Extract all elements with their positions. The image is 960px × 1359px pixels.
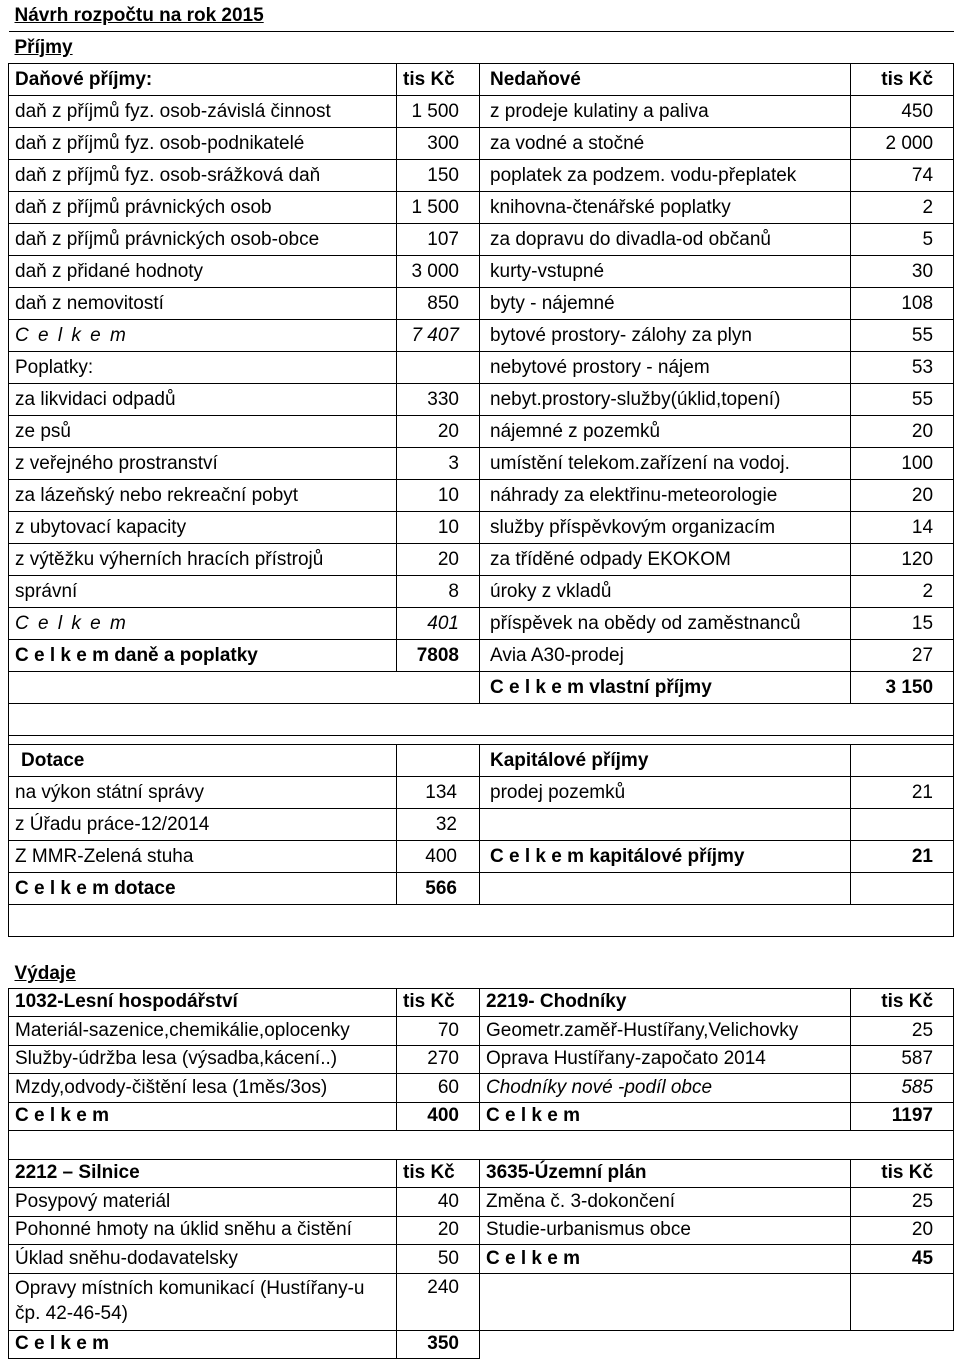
item-label: ze psů <box>9 416 397 448</box>
item-value: 270 <box>397 1045 480 1074</box>
item-value: 1 500 <box>397 192 480 224</box>
empty-cell <box>397 745 480 777</box>
table-row <box>9 416 954 448</box>
item-label: z veřejného prostranství <box>9 448 397 480</box>
item-value: 20 <box>851 480 954 512</box>
item-value <box>851 1273 954 1330</box>
table-row <box>9 777 954 809</box>
item-label: nájemné z pozemků <box>480 416 851 448</box>
item-value <box>851 809 954 841</box>
item-label: daň z příjmů právnických osob <box>9 192 397 224</box>
item-value: 60 <box>397 1074 480 1103</box>
item-value: 74 <box>851 160 954 192</box>
item-label: z výtěžku výherních hracích přístrojů <box>9 544 397 576</box>
table-row <box>9 224 954 256</box>
item-label: bytové prostory- zálohy za plyn <box>480 320 851 352</box>
table-row <box>9 809 954 841</box>
item-label: kurty-vstupné <box>480 256 851 288</box>
item-value: 330 <box>397 384 480 416</box>
item-label: na výkon státní správy <box>9 777 397 809</box>
item-label <box>480 873 851 905</box>
item-value: 120 <box>851 544 954 576</box>
item-value: 30 <box>851 256 954 288</box>
item-value: 25 <box>851 1188 954 1217</box>
item-value: 27 <box>851 640 954 672</box>
item-label: Mzdy,odvody-čištění lesa (1měs/3os) <box>9 1074 397 1103</box>
item-label <box>480 1273 851 1330</box>
item-value: 108 <box>851 288 954 320</box>
item-label <box>480 1330 851 1359</box>
item-value: 450 <box>851 96 954 128</box>
income-heading: Příjmy <box>9 32 954 64</box>
unit-header: tis Kč <box>851 64 954 96</box>
table-row <box>9 873 954 905</box>
spacer-row <box>9 732 954 745</box>
item-label: úroky z vkladů <box>480 576 851 608</box>
grand-total-label: C e l k e m daně a poplatky <box>9 640 397 672</box>
item-value: 32 <box>397 809 480 841</box>
item-label: daň z příjmů právnických osob-obce <box>9 224 397 256</box>
item-value: 3 <box>397 448 480 480</box>
item-value: 2 <box>851 192 954 224</box>
document-title: Návrh rozpočtu na rok 2015 <box>14 4 264 26</box>
item-value: 20 <box>851 1216 954 1245</box>
total-label: C e l k e m <box>9 320 397 352</box>
roads-header: 2212 – Silnice <box>9 1159 397 1188</box>
item-value: 20 <box>397 416 480 448</box>
capital-total-label: C e l k e m kapitálové příjmy <box>480 841 851 873</box>
spacer-row <box>9 1131 954 1160</box>
item-label: za vodné a stočné <box>480 128 851 160</box>
empty-cell <box>9 672 480 704</box>
item-label: Studie-urbanismus obce <box>480 1216 851 1245</box>
table-row <box>9 448 954 480</box>
capital-total-value: 21 <box>851 841 954 873</box>
unit-header: tis Kč <box>397 1159 480 1188</box>
item-label: Chodníky nové -podíl obce <box>480 1074 851 1103</box>
table-row <box>9 96 954 128</box>
total-label: C e l k e m <box>480 1245 851 1274</box>
total-value: 1197 <box>851 1102 954 1131</box>
total-label: C e l k e m <box>9 1102 397 1131</box>
item-value: 2 000 <box>851 128 954 160</box>
item-value: 70 <box>397 1017 480 1046</box>
item-label: správní <box>9 576 397 608</box>
grants-table <box>8 732 954 937</box>
item-value: 20 <box>397 1216 480 1245</box>
item-value: 587 <box>851 1045 954 1074</box>
item-value: 10 <box>397 512 480 544</box>
table-row <box>9 1188 954 1217</box>
table-row <box>9 256 954 288</box>
table-row <box>9 1102 954 1131</box>
item-label: nebytové prostory - nájem <box>480 352 851 384</box>
item-label: Úklad sněhu-dodavatelsky <box>9 1245 397 1274</box>
total-value: 7 407 <box>397 320 480 352</box>
item-label: poplatek za podzem. vodu-přeplatek <box>480 160 851 192</box>
item-value: 53 <box>851 352 954 384</box>
table-header-row <box>9 64 954 96</box>
total-value: 45 <box>851 1245 954 1274</box>
item-value: 21 <box>851 777 954 809</box>
item-label: prodej pozemků <box>480 777 851 809</box>
item-value: 20 <box>851 416 954 448</box>
table-row <box>9 1216 954 1245</box>
table-row <box>9 640 954 672</box>
table-row <box>9 160 954 192</box>
table-header-row <box>9 1159 954 1188</box>
table-row <box>9 288 954 320</box>
item-label: Oprava Hustířany-započato 2014 <box>480 1045 851 1074</box>
total-value: 350 <box>397 1330 480 1359</box>
unit-header: tis Kč <box>851 988 954 1017</box>
item-label: Změna č. 3-dokončení <box>480 1188 851 1217</box>
table-row <box>9 672 954 704</box>
item-label: příspěvek na obědy od zaměstnanců <box>480 608 851 640</box>
item-label: Z MMR-Zelená stuha <box>9 841 397 873</box>
table-row <box>9 384 954 416</box>
item-value: 55 <box>851 320 954 352</box>
empty-cell <box>851 745 954 777</box>
item-label: za tříděné odpady EKOKOM <box>480 544 851 576</box>
item-value <box>851 1330 954 1359</box>
item-label: služby příspěvkovým organizacím <box>480 512 851 544</box>
item-label: daň z příjmů fyz. osob-závislá činnost <box>9 96 397 128</box>
spacer-row <box>9 905 954 937</box>
capital-income-header: Kapitálové příjmy <box>480 745 851 777</box>
item-label: Materiál-sazenice,chemikálie,oplocenky <box>9 1017 397 1046</box>
item-value: 14 <box>851 512 954 544</box>
zoning-plan-header: 3635-Územní plán <box>480 1159 851 1188</box>
total-value: 400 <box>397 1102 480 1131</box>
grants-total-value: 566 <box>397 873 480 905</box>
table-row <box>9 320 954 352</box>
item-label: Opravy místních komunikací (Hustířany-u čp. 42-46-54) <box>9 1273 397 1330</box>
fees-heading: Poplatky: <box>9 352 397 384</box>
item-label: za likvidaci odpadů <box>9 384 397 416</box>
item-value: 300 <box>397 128 480 160</box>
item-label: z ubytovací kapacity <box>9 512 397 544</box>
item-value: 5 <box>851 224 954 256</box>
table-header-row <box>9 988 954 1017</box>
total-label: C e l k e m <box>480 1102 851 1131</box>
expenses-heading: Výdaje <box>9 960 954 988</box>
total-value: 401 <box>397 608 480 640</box>
item-label: Služby-údržba lesa (výsadba,kácení..) <box>9 1045 397 1074</box>
item-value: 55 <box>851 384 954 416</box>
item-value: 25 <box>851 1017 954 1046</box>
item-value: 150 <box>397 160 480 192</box>
table-row <box>9 480 954 512</box>
table-row <box>9 841 954 873</box>
item-label: náhrady za elektřinu-meteorologie <box>480 480 851 512</box>
item-label: z Úřadu práce-12/2014 <box>9 809 397 841</box>
nontax-income-header: Nedaňové <box>480 64 851 96</box>
item-value: 107 <box>397 224 480 256</box>
table-row <box>9 576 954 608</box>
table-row <box>9 1045 954 1074</box>
item-label: za dopravu do divadla-od občanů <box>480 224 851 256</box>
forestry-header: 1032-Lesní hospodářství <box>9 988 397 1017</box>
table-row <box>9 1017 954 1046</box>
item-value: 240 <box>397 1273 480 1330</box>
unit-header: tis Kč <box>851 1159 954 1188</box>
item-label: daň z nemovitostí <box>9 288 397 320</box>
item-value <box>851 873 954 905</box>
table-row <box>9 352 954 384</box>
total-label: C e l k e m <box>9 608 397 640</box>
table-row <box>9 1330 954 1359</box>
table-row <box>9 1273 954 1330</box>
table-row <box>9 192 954 224</box>
unit-header: tis Kč <box>397 988 480 1017</box>
item-label <box>480 809 851 841</box>
item-value <box>397 352 480 384</box>
item-value: 15 <box>851 608 954 640</box>
unit-header: tis Kč <box>397 64 480 96</box>
item-value: 585 <box>851 1074 954 1103</box>
item-label: Pohonné hmoty na úklid sněhu a čistění <box>9 1216 397 1245</box>
item-value: 100 <box>851 448 954 480</box>
grants-total-label: C e l k e m dotace <box>9 873 397 905</box>
table-row <box>9 544 954 576</box>
table-row <box>9 128 954 160</box>
item-label: umístění telekom.zařízení na vodoj. <box>480 448 851 480</box>
item-value: 850 <box>397 288 480 320</box>
item-label: Geometr.zaměř-Hustířany,Velichovky <box>480 1017 851 1046</box>
item-label: nebyt.prostory-služby(úklid,topení) <box>480 384 851 416</box>
item-value: 20 <box>397 544 480 576</box>
total-label: C e l k e m <box>9 1330 397 1359</box>
item-label: z prodeje kulatiny a paliva <box>480 96 851 128</box>
item-label: daň z příjmů fyz. osob-podnikatelé <box>9 128 397 160</box>
tax-income-header: Daňové příjmy: <box>9 64 397 96</box>
table-row <box>9 1245 954 1274</box>
grand-total-value: 7808 <box>397 640 480 672</box>
grants-header: Dotace <box>9 745 397 777</box>
item-value: 400 <box>397 841 480 873</box>
own-income-total-value: 3 150 <box>851 672 954 704</box>
table-row <box>9 512 954 544</box>
item-value: 3 000 <box>397 256 480 288</box>
item-value: 50 <box>397 1245 480 1274</box>
item-value: 40 <box>397 1188 480 1217</box>
income-table <box>8 0 954 736</box>
item-value: 1 500 <box>397 96 480 128</box>
item-label: Posypový materiál <box>9 1188 397 1217</box>
expenses-table <box>8 960 954 1359</box>
spacer-row <box>9 704 954 736</box>
item-label: byty - nájemné <box>480 288 851 320</box>
own-income-total-label: C e l k e m vlastní příjmy <box>480 672 851 704</box>
item-label: daň z příjmů fyz. osob-srážková daň <box>9 160 397 192</box>
item-label: daň z přidané hodnoty <box>9 256 397 288</box>
item-label: Avia A30-prodej <box>480 640 851 672</box>
item-value: 8 <box>397 576 480 608</box>
table-row <box>9 608 954 640</box>
table-row <box>9 1074 954 1103</box>
item-value: 2 <box>851 576 954 608</box>
table-header-row <box>9 745 954 777</box>
sidewalks-header: 2219- Chodníky <box>480 988 851 1017</box>
item-label: za lázeňský nebo rekreační pobyt <box>9 480 397 512</box>
item-value: 10 <box>397 480 480 512</box>
item-label: knihovna-čtenářské poplatky <box>480 192 851 224</box>
item-value: 134 <box>397 777 480 809</box>
